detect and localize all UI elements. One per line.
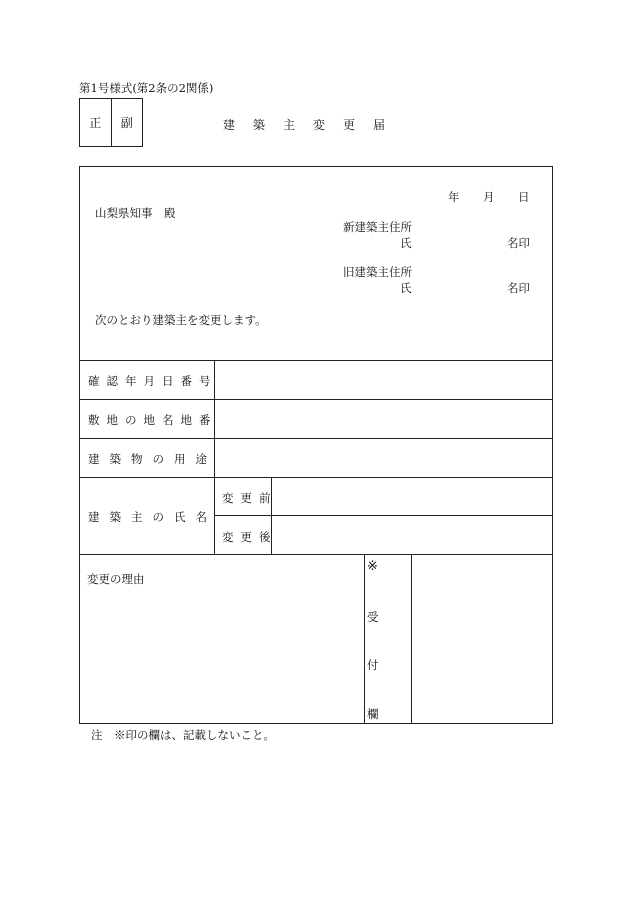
row-label-usage: 建築物の用途 xyxy=(88,452,217,466)
divider-3 xyxy=(79,438,553,439)
form-number: 第1号様式(第2条の2関係) xyxy=(79,81,214,95)
new-owner-address-label: 新建築主住所 xyxy=(343,220,412,234)
document-title: 建築主変更届 xyxy=(223,118,404,132)
divider-4 xyxy=(79,477,553,478)
new-owner-seal-label: 名印 xyxy=(507,236,530,250)
old-owner-address-label: 旧建築主住所 xyxy=(343,265,412,279)
reception-char-3: 欄 xyxy=(367,707,379,721)
row-label-owner-name: 建築主の氏名 xyxy=(88,510,217,524)
addressee: 山梨県知事 殿 xyxy=(95,206,176,220)
stamp-original: 正 xyxy=(89,116,102,130)
date-year: 年 xyxy=(448,190,460,204)
stamp-duplicate: 副 xyxy=(111,99,143,146)
statement: 次のとおり建築主を変更します。 xyxy=(95,313,267,327)
date-month: 月 xyxy=(483,190,495,204)
row-label-after: 変更後 xyxy=(222,530,278,544)
divider-6 xyxy=(79,554,553,555)
date-day: 日 xyxy=(518,190,530,204)
reception-char-2: 付 xyxy=(367,658,379,672)
footer-note: 注 ※印の欄は、記載しないこと。 xyxy=(91,728,275,742)
stamp-box xyxy=(79,98,143,147)
reception-mark: ※ xyxy=(367,559,378,574)
divider-5 xyxy=(214,515,553,516)
row-label-confirmation: 確認年月日番号 xyxy=(88,374,218,388)
divider-1 xyxy=(79,360,553,361)
reception-left-divider xyxy=(364,554,365,724)
divider-2 xyxy=(79,399,553,400)
reception-right-divider xyxy=(411,554,412,724)
old-owner-seal-label: 名印 xyxy=(507,281,530,295)
reception-char-1: 受 xyxy=(367,610,379,624)
row-label-site: 敷地の地名地番 xyxy=(88,413,218,427)
row-label-before: 変更前 xyxy=(222,491,278,505)
new-owner-name-label: 氏 xyxy=(400,236,412,250)
main-form-frame xyxy=(79,166,553,724)
old-owner-name-label: 氏 xyxy=(400,281,412,295)
reason-label: 変更の理由 xyxy=(87,572,145,586)
